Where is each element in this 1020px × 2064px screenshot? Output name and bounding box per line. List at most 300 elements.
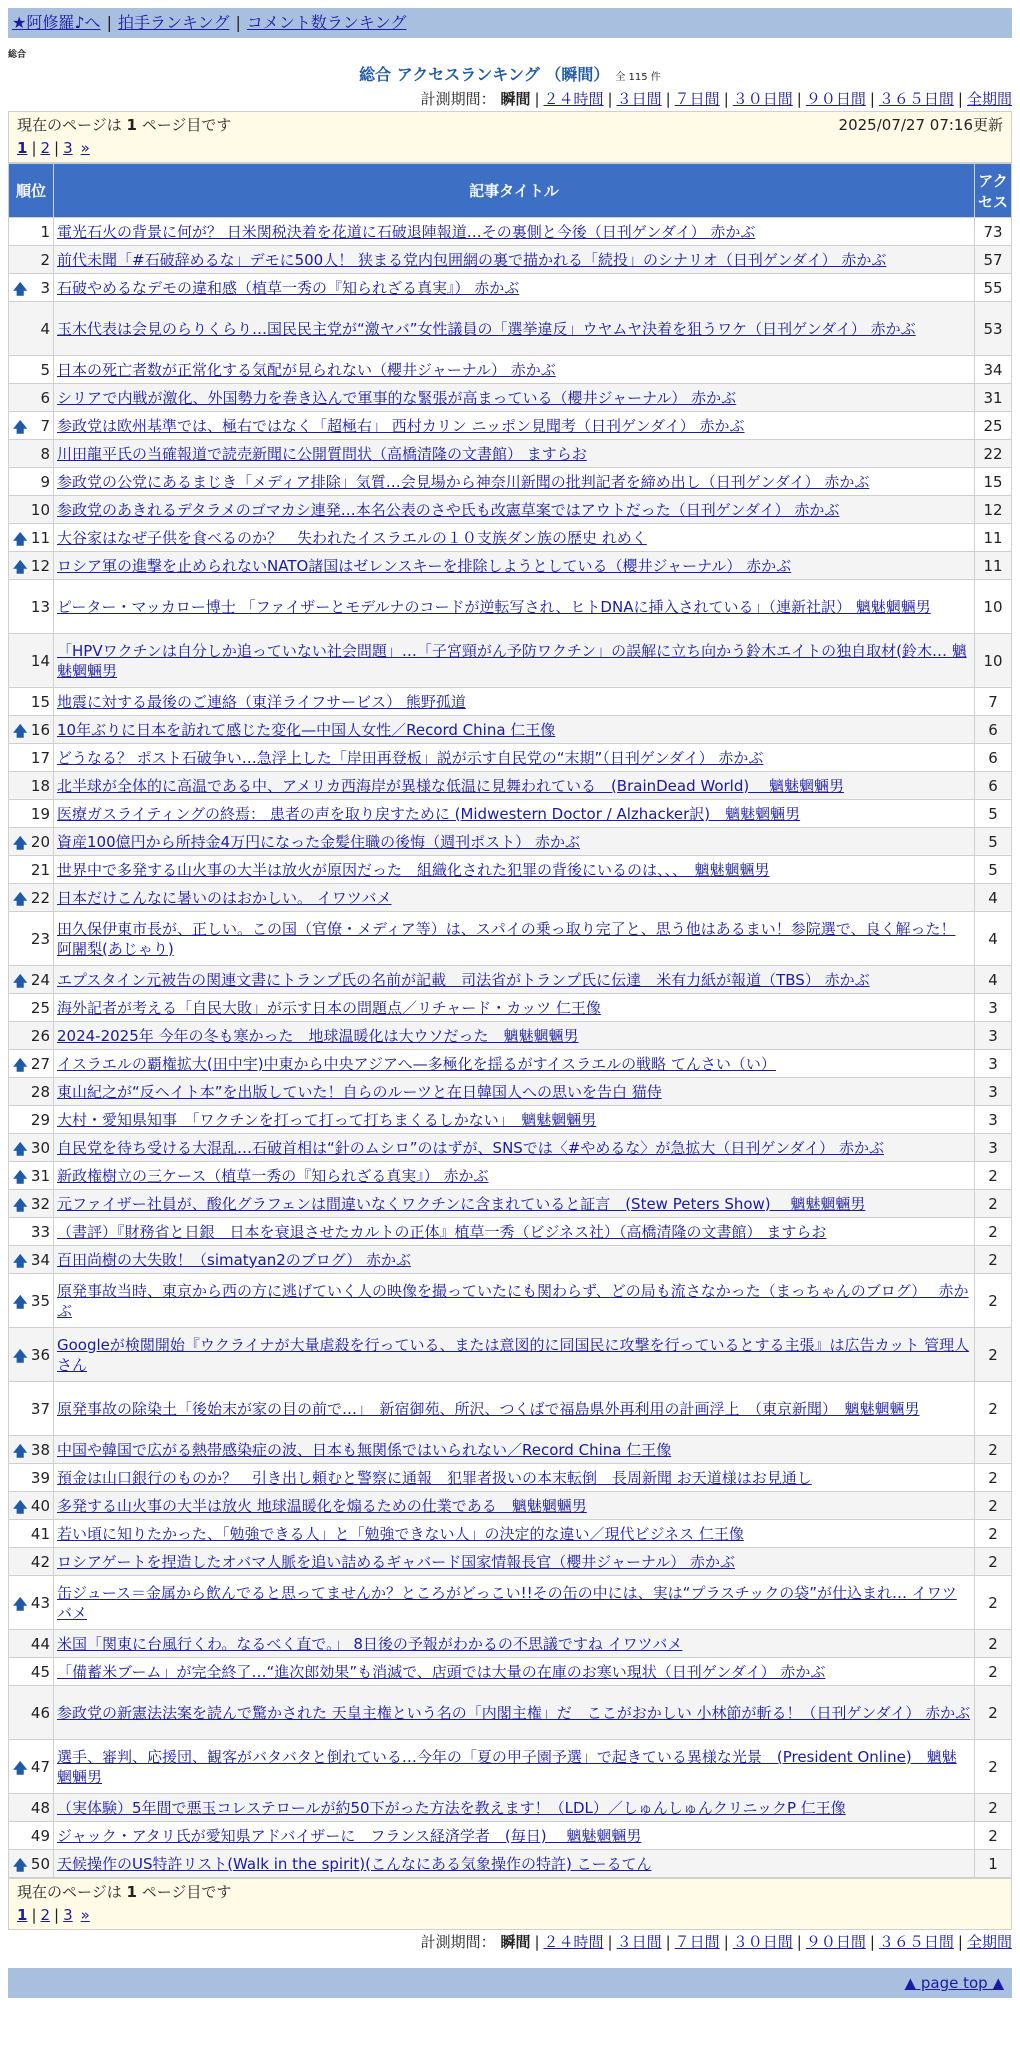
rank-cell — [9, 1576, 54, 1630]
rank-cell — [9, 744, 54, 772]
article-link[interactable]: 多発する山火事の大半は放火 地球温暖化を煽るための仕業である 魑魅魍魎男 — [57, 1496, 587, 1515]
title-cell — [54, 1190, 975, 1218]
rank-number: 25 — [30, 998, 50, 1017]
article-link[interactable]: 新政権樹立の三ケース（植草一秀の『知られざる真実』） 赤かぶ — [57, 1166, 489, 1185]
rank-number: 40 — [30, 1496, 50, 1515]
rank-number: 19 — [30, 804, 50, 823]
rank-number: 3 — [40, 278, 50, 297]
page-link-2-bottom[interactable]: 2 — [40, 1906, 51, 1924]
article-link[interactable]: 大谷家はなぜ子供を食べるのか？ 失われたイスラエルの１０支族ダン族の歴史 れめく — [57, 528, 647, 547]
rank-number: 48 — [30, 1798, 50, 1817]
title-cell — [54, 1548, 975, 1576]
table-row — [9, 552, 1012, 580]
updated-time: 2025/07/27 07:16更新 — [838, 116, 1003, 134]
rank-cell — [9, 440, 54, 468]
article-link[interactable]: 「HPVワクチンは自分しか追っていない社会問題」…「子宮頸がん予防ワクチン」の誤解に立ち向かう鈴木エイトの独自取材(鈴木… 魑魅魍魎男 — [57, 641, 967, 680]
article-link[interactable]: 田久保伊東市長が、正しい。この国（官僚・メディア等）は、スパイの乗っ取り完了と、思う他はあるまい！参院選で、良く解った！ 阿闍梨(あじゃり) — [57, 919, 956, 958]
title-cell — [54, 1246, 975, 1274]
title-cell — [54, 440, 975, 468]
title-cell — [54, 1850, 975, 1878]
rank-number: 10 — [30, 500, 50, 519]
title-cell — [54, 1464, 975, 1492]
access-count: 2 — [975, 1576, 1012, 1630]
access-count: 6 — [975, 716, 1012, 744]
header-access: アクセス — [975, 164, 1012, 218]
access-count: 3 — [975, 1050, 1012, 1078]
access-count: 4 — [975, 884, 1012, 912]
rank-up-arrow-icon: 🡅 — [13, 1141, 28, 1158]
rank-number: 38 — [30, 1440, 50, 1459]
access-count: 2 — [975, 1686, 1012, 1740]
rank-number: 15 — [30, 692, 50, 711]
pager-top: 現在のページは 1 ページ目です 2025/07/27 07:16更新 1 | 2 | 3 » — [8, 111, 1012, 163]
page-link-1[interactable]: 1 — [17, 139, 28, 157]
article-link[interactable]: イスラエルの覇権拡大(田中宇)中東から中央アジアへ—多極化を揺るがすイスラエルの戦略 てんさい（い） — [57, 1054, 776, 1073]
period-current: 瞬間 — [500, 90, 531, 108]
page-next-link[interactable]: » — [80, 139, 90, 157]
access-count: 34 — [975, 356, 1012, 384]
rank-number: 21 — [30, 860, 50, 879]
period-selector-bottom: 計測期間： 瞬間 | ２４時間 | ３日間 | ７日間 | ３０日間 | ９０日間 | ３６５日間 | 全期間 — [420, 1933, 1012, 1951]
nav-link-ashura[interactable]: ★阿修羅♪へ — [12, 13, 101, 32]
period-3d-bottom[interactable]: ３日間 — [616, 1933, 662, 1951]
rank-number: 45 — [30, 1662, 50, 1681]
article-link[interactable]: ジャック・アタリ氏が愛知県アドバイザーに フランス経済学者 (毎日) 魑魅魍魎男 — [57, 1826, 642, 1845]
period-7d-bottom[interactable]: ７日間 — [674, 1933, 720, 1951]
table-row — [9, 524, 1012, 552]
article-link[interactable]: 前代未聞「#石破辞めるな」デモに500人！ 狭まる党内包囲網の裏で描かれる「続投」のシナリオ（日刊ゲンダイ） 赤かぶ — [57, 250, 887, 269]
access-count: 11 — [975, 552, 1012, 580]
article-link[interactable]: ロシア軍の進撃を止められないNATO諸国はゼレンスキーを排除しようとしている（櫻井ジャーナル） 赤かぶ — [57, 556, 792, 575]
rank-cell — [9, 800, 54, 828]
title-cell — [54, 884, 975, 912]
table-row — [9, 440, 1012, 468]
rank-up-arrow-icon: 🡅 — [13, 1253, 28, 1270]
rank-number: 1 — [40, 222, 50, 241]
access-count: 3 — [975, 1134, 1012, 1162]
rank-up-arrow-icon: 🡅 — [13, 559, 28, 576]
table-row — [9, 634, 1012, 688]
rank-number: 14 — [30, 651, 50, 670]
page-info-bottom: 現在のページは 1 ページ目です — [17, 1883, 232, 1901]
access-count: 3 — [975, 994, 1012, 1022]
access-count: 2 — [975, 1246, 1012, 1274]
article-link[interactable]: 参政党は欧州基準では、極右ではなく「超極右」 西村カリン ニッポン見聞考（日刊ゲンダイ） 赤かぶ — [57, 416, 745, 435]
title-cell — [54, 1328, 975, 1382]
access-count: 2 — [975, 1548, 1012, 1576]
access-count: 12 — [975, 496, 1012, 524]
rank-number: 31 — [30, 1166, 50, 1185]
page-link-1-bottom[interactable]: 1 — [17, 1906, 28, 1924]
period-selector-top: 計測期間： 瞬間 | ２４時間 | ３日間 | ７日間 | ３０日間 | ９０日間 | ３６５日間 | 全期間 — [420, 90, 1012, 108]
rank-number: 35 — [30, 1291, 50, 1310]
rank-number: 42 — [30, 1552, 50, 1571]
access-count: 31 — [975, 384, 1012, 412]
period-24h-bottom[interactable]: ２４時間 — [543, 1933, 604, 1951]
rank-up-arrow-icon: 🡅 — [13, 1197, 28, 1214]
rank-up-arrow-icon: 🡅 — [13, 723, 28, 740]
article-link[interactable]: 選手、審判、応援団、観客がバタバタと倒れている…今年の「夏の甲子園予選」で起きている異様な光景 (President Online) 魑魅魍魎男 — [57, 1747, 957, 1786]
article-link[interactable]: 2024-2025年 今年の冬も寒かった 地球温暖化は大ウソだった 魑魅魍魎男 — [57, 1026, 579, 1045]
page-info: 現在のページは 1 ページ目です — [17, 116, 232, 134]
article-link[interactable]: 北半球が全体的に高温である中、アメリカ西海岸が異様な低温に見舞われている (BrainDead World) 魑魅魍魎男 — [57, 776, 844, 795]
article-link[interactable]: 元ファイザー社員が、酸化グラフェンは間違いなくワクチンに含まれていると証言 (Stew Peters Show) 魑魅魍魎男 — [57, 1194, 866, 1213]
rank-number: 32 — [30, 1194, 50, 1213]
table-row — [9, 1190, 1012, 1218]
table-row — [9, 1218, 1012, 1246]
article-link[interactable]: 参政党のあきれるデタラメのゴマカシ連発…本名公表のさや氏も改憲草案ではアウトだった（日刊ゲンダイ） 赤かぶ — [57, 500, 840, 519]
access-count: 11 — [975, 524, 1012, 552]
table-row — [9, 1630, 1012, 1658]
pager-bottom: 現在のページは 1 ページ目です 1 | 2 | 3 » — [8, 1878, 1012, 1930]
rank-cell — [9, 1850, 54, 1878]
title-cell — [54, 1740, 975, 1794]
title-cell — [54, 468, 975, 496]
period-365d[interactable]: ３６５日間 — [878, 90, 954, 108]
rank-number: 2 — [40, 250, 50, 269]
rank-up-arrow-icon: 🡅 — [13, 1499, 28, 1516]
rank-number: 33 — [30, 1222, 50, 1241]
period-label: 計測期間： — [420, 90, 496, 108]
rank-cell — [9, 1134, 54, 1162]
article-link[interactable]: 医療ガスライティングの終焉： 患者の声を取り戻すために (Midwestern Doctor / Alzhacker訳) 魑魅魍魎男 — [57, 804, 801, 823]
article-link[interactable]: （実体験）5年間で悪玉コレステロールが約50下がった方法を教えます！（LDL）／しゅんしゅんクリニックP 仁王像 — [57, 1798, 846, 1817]
table-row — [9, 1382, 1012, 1436]
title-cell — [54, 1794, 975, 1822]
article-link[interactable]: 世界中で多発する山火事の大半は放火が原因だった 組織化された犯罪の背後にいるのは、、、 魑魅魍魎男 — [57, 860, 770, 879]
rank-number: 22 — [30, 888, 50, 907]
article-link[interactable]: 大村・愛知県知事 「ワクチンを打って打って打ちまくるしかない」 魑魅魍魎男 — [57, 1110, 597, 1129]
rank-cell — [9, 1190, 54, 1218]
title-cell — [54, 218, 975, 246]
table-row — [9, 884, 1012, 912]
rank-cell — [9, 356, 54, 384]
article-link[interactable]: 東山紀之が“反ヘイト本”を出版していた！自らのルーツと在日韓国人への思いを告白 猫侍 — [57, 1082, 662, 1101]
access-count: 5 — [975, 800, 1012, 828]
rank-number: 41 — [30, 1524, 50, 1543]
rank-cell — [9, 634, 54, 688]
table-row — [9, 716, 1012, 744]
title-cell — [54, 246, 975, 274]
rank-number: 49 — [30, 1826, 50, 1845]
rank-cell — [9, 1686, 54, 1740]
article-link[interactable]: 缶ジュース＝金属から飲んでると思ってませんか？ところがどっこい!!その缶の中には、実は“プラスチックの袋”が仕込まれ… イワツバメ — [57, 1583, 957, 1622]
article-link[interactable]: 原発事故当時、東京から西の方に逃げていく人の映像を撮っていたにも関わらず、どの局も流さなかった（まっちゃんのブログ） 赤かぶ — [57, 1281, 969, 1320]
rank-cell — [9, 1794, 54, 1822]
rank-cell — [9, 688, 54, 716]
access-count: 2 — [975, 1464, 1012, 1492]
period-all[interactable]: 全期間 — [966, 90, 1012, 108]
period-all-bottom[interactable]: 全期間 — [966, 1933, 1012, 1951]
article-link[interactable]: 参政党の公党にあるまじき「メディア排除」気質…会見場から神奈川新聞の批判記者を締め出し（日刊ゲンダイ） 赤かぶ — [57, 472, 870, 491]
article-link[interactable]: 10年ぶりに日本を訪れて感じた変化—中国人女性／Record China 仁王像 — [57, 720, 556, 739]
title-cell — [54, 524, 975, 552]
page-link-3[interactable]: 3 — [63, 139, 73, 157]
article-link[interactable]: ロシアゲートを捏造したオバマ人脈を追い詰めるギャバード国家情報長官（櫻井ジャーナル） 赤かぶ — [57, 1552, 735, 1571]
article-link[interactable]: 天候操作のUS特許リスト(Walk in the spirit)(こんなにある気象操作の特許) こーるてん — [57, 1854, 652, 1873]
title-cell — [54, 412, 975, 440]
table-row — [9, 412, 1012, 440]
nav-link-clap-ranking[interactable]: 拍手ランキング — [117, 13, 230, 32]
access-count: 5 — [975, 828, 1012, 856]
rank-number: 5 — [40, 360, 50, 379]
page-top-link[interactable]: ▲ page top ▲ — [904, 1974, 1004, 1992]
rank-cell — [9, 1050, 54, 1078]
rank-cell — [9, 1520, 54, 1548]
title-cell — [54, 1134, 975, 1162]
access-count: 2 — [975, 1162, 1012, 1190]
title-cell — [54, 1822, 975, 1850]
article-link[interactable]: 日本だけこんなに暑いのはおかしい。 イワツバメ — [57, 888, 392, 907]
rank-cell — [9, 1218, 54, 1246]
rank-up-arrow-icon: 🡅 — [13, 531, 28, 548]
rank-up-arrow-icon: 🡅 — [13, 891, 28, 908]
access-count: 2 — [975, 1436, 1012, 1464]
access-count: 57 — [975, 246, 1012, 274]
title-cell — [54, 856, 975, 884]
access-count: 10 — [975, 580, 1012, 634]
title-cell — [54, 1050, 975, 1078]
title-cell — [54, 1436, 975, 1464]
total-count: 全 115 件 — [615, 72, 661, 83]
article-link[interactable]: 玉木代表は会見のらりくらり…国民民主党が“激ヤバ”女性議員の「選挙違反」ウヤムヤ決着を狙うワケ（日刊ゲンダイ） 赤かぶ — [57, 319, 916, 338]
table-row — [9, 496, 1012, 524]
rank-number: 34 — [30, 1250, 50, 1269]
page-link-3-bottom[interactable]: 3 — [63, 1906, 73, 1924]
table-row — [9, 1134, 1012, 1162]
ranking-title: 総合 アクセスランキング （瞬間） — [359, 65, 610, 84]
period-24h[interactable]: ２４時間 — [543, 90, 604, 108]
access-count: 2 — [975, 1382, 1012, 1436]
title-cell — [54, 580, 975, 634]
table-row — [9, 218, 1012, 246]
title-cell — [54, 1106, 975, 1134]
table-row — [9, 274, 1012, 302]
title-cell — [54, 1520, 975, 1548]
article-link[interactable]: 日本の死亡者数が正常化する気配が見られない（櫻井ジャーナル） 赤かぶ — [57, 360, 556, 379]
rank-number: 47 — [30, 1757, 50, 1776]
rank-cell — [9, 1436, 54, 1464]
article-link[interactable]: 参政党の新憲法法案を読んで驚かされた 天皇主権という名の「内閣主権」だ ここがおかしい 小林節が斬る！（日刊ゲンダイ） 赤かぶ — [57, 1703, 971, 1722]
article-link[interactable]: 原発事故の除染土「後始末が家の目の前で…」 新宿御苑、所沢、つくばで福島県外再利用の計画浮上 （東京新聞） 魑魅魍魎男 — [57, 1399, 920, 1418]
rank-cell — [9, 1548, 54, 1576]
title-cell — [54, 1022, 975, 1050]
access-count: 53 — [975, 302, 1012, 356]
title-cell — [54, 384, 975, 412]
page-title — [8, 63, 1012, 87]
article-link[interactable]: 資産100億円から所持金4万円になった金髪住職の後悔（週刊ポスト） 赤かぶ — [57, 832, 580, 851]
rank-number: 24 — [30, 970, 50, 989]
rank-number: 50 — [30, 1854, 50, 1873]
rank-cell — [9, 912, 54, 966]
nav-separator: | — [235, 13, 241, 32]
title-cell — [54, 744, 975, 772]
table-row — [9, 994, 1012, 1022]
table-row — [9, 1822, 1012, 1850]
rank-cell — [9, 246, 54, 274]
title-cell — [54, 716, 975, 744]
rank-number: 26 — [30, 1026, 50, 1045]
access-count: 73 — [975, 218, 1012, 246]
article-link[interactable]: 石破やめるなデモの違和感（植草一秀の『知られざる真実』） 赤かぶ — [57, 278, 520, 297]
title-cell — [54, 1078, 975, 1106]
article-link[interactable]: シリアで内戦が激化、外国勢力を巻き込んで軍事的な緊張が高まっている（櫻井ジャーナル） 赤かぶ — [57, 388, 737, 407]
table-row — [9, 1162, 1012, 1190]
rank-up-arrow-icon: 🡅 — [13, 1169, 28, 1186]
rank-cell — [9, 384, 54, 412]
rank-cell — [9, 1492, 54, 1520]
article-link[interactable]: 電光石火の背景に何が？ 日米関税決着を花道に石破退陣報道…その裏側と今後（日刊ゲンダイ） 赤かぶ — [57, 222, 756, 241]
rank-cell — [9, 580, 54, 634]
article-link[interactable]: 預金は山口銀行のものか？ 引き出し頼むと警察に通報 犯罪者扱いの本末転倒 長周新聞 お天道様はお見通し — [57, 1468, 812, 1487]
rank-cell — [9, 1328, 54, 1382]
table-row — [9, 384, 1012, 412]
rank-number: 28 — [30, 1082, 50, 1101]
rank-cell — [9, 884, 54, 912]
rank-number: 37 — [30, 1399, 50, 1418]
access-count: 2 — [975, 1328, 1012, 1382]
title-cell — [54, 1686, 975, 1740]
rank-cell — [9, 552, 54, 580]
rank-number: 4 — [40, 319, 50, 338]
table-row — [9, 856, 1012, 884]
period-365d-bottom[interactable]: ３６５日間 — [878, 1933, 954, 1951]
nav-link-comment-ranking[interactable]: コメント数ランキング — [246, 13, 407, 32]
title-cell — [54, 356, 975, 384]
rank-up-arrow-icon: 🡅 — [13, 1596, 28, 1613]
rank-number: 11 — [30, 528, 50, 547]
rank-up-arrow-icon: 🡅 — [13, 1857, 28, 1874]
rank-cell — [9, 1022, 54, 1050]
rank-up-arrow-icon: 🡅 — [13, 419, 28, 436]
period-3d[interactable]: ３日間 — [616, 90, 662, 108]
article-link[interactable]: 中国や韓国で広がる熱帯感染症の波、日本も無関係ではいられない／Record China 仁王像 — [57, 1440, 672, 1459]
access-count: 2 — [975, 1740, 1012, 1794]
article-link[interactable]: 百田尚樹の大失敗！（simatyan2のブログ） 赤かぶ — [57, 1250, 412, 1269]
title-cell — [54, 966, 975, 994]
rank-number: 27 — [30, 1054, 50, 1073]
rank-number: 12 — [30, 556, 50, 575]
table-row — [9, 302, 1012, 356]
article-link[interactable]: 川田龍平氏の当確報道で読売新聞に公開質問状（高橋清隆の文書館） ますらお — [57, 444, 587, 463]
rank-cell — [9, 1078, 54, 1106]
table-row — [9, 1274, 1012, 1328]
period-30d-bottom[interactable]: ３０日間 — [732, 1933, 793, 1951]
period-30d[interactable]: ３０日間 — [732, 90, 793, 108]
rank-cell — [9, 218, 54, 246]
title-cell — [54, 912, 975, 966]
rank-cell — [9, 468, 54, 496]
table-row — [9, 1548, 1012, 1576]
table-row — [9, 1106, 1012, 1134]
article-link[interactable]: 地震に対する最後のご連絡（東洋ライフサービス） 熊野孤道 — [57, 692, 466, 711]
access-count: 2 — [975, 1630, 1012, 1658]
article-link[interactable]: 自民党を待ち受ける大混乱…石破首相は“針のムシロ”のはずが、SNSでは〈#やめるな〉が急拡大（日刊ゲンダイ） 赤かぶ — [57, 1138, 884, 1157]
rank-number: 43 — [30, 1593, 50, 1612]
table-row — [9, 1246, 1012, 1274]
footer-bar — [8, 1968, 1012, 1998]
table-row — [9, 1740, 1012, 1794]
rank-number: 6 — [40, 388, 50, 407]
rank-cell — [9, 1630, 54, 1658]
title-cell — [54, 1576, 975, 1630]
title-cell — [54, 1382, 975, 1436]
table-row — [9, 580, 1012, 634]
header-title: 記事タイトル — [54, 164, 975, 218]
period-90d-bottom[interactable]: ９０日間 — [805, 1933, 866, 1951]
title-cell — [54, 772, 975, 800]
rank-number: 29 — [30, 1110, 50, 1129]
article-link[interactable]: 海外記者が考える「自民大敗」が示す日本の問題点／リチャード・カッツ 仁王像 — [57, 998, 601, 1017]
article-link[interactable]: 「備蓄米ブーム」が完全終了…“進次郎効果”も消滅で、店頭では大量の在庫のお寒い現状（日刊ゲンダイ） 赤かぶ — [57, 1662, 826, 1681]
article-link[interactable]: Googleが検閲開始『ウクライナが大量虐殺を行っている、または意図的に同国民に攻撃を行っているとする主張』は広告カット 管理人さん — [57, 1335, 970, 1374]
rank-up-arrow-icon: 🡅 — [13, 973, 28, 990]
access-count: 4 — [975, 966, 1012, 994]
access-count: 15 — [975, 468, 1012, 496]
access-count: 2 — [975, 1274, 1012, 1328]
access-count: 2 — [975, 1658, 1012, 1686]
table-row — [9, 468, 1012, 496]
table-row — [9, 772, 1012, 800]
table-row — [9, 246, 1012, 274]
access-count: 5 — [975, 856, 1012, 884]
access-count: 10 — [975, 634, 1012, 688]
table-row — [9, 744, 1012, 772]
rank-cell — [9, 1382, 54, 1436]
header-rank: 順位 — [9, 164, 54, 218]
title-cell — [54, 1162, 975, 1190]
top-nav — [8, 8, 1012, 38]
rank-number: 13 — [30, 597, 50, 616]
table-row — [9, 356, 1012, 384]
access-count: 4 — [975, 912, 1012, 966]
article-link[interactable]: エプスタイン元被告の関連文書にトランプ氏の名前が記載 司法省がトランプ氏に伝達 米有力紙が報道（TBS） 赤かぶ — [57, 970, 870, 989]
article-link[interactable]: （書評）『財務省と日銀 日本を衰退させたカルトの正体』植草一秀（ビジネス社）（高橋清隆の文書館） ますらお — [57, 1222, 827, 1241]
article-link[interactable]: ピーター・マッカロー博士 「ファイザーとモデルナのコードが逆転写され、ヒトDNAに挿入されている」（連新社訳） 魑魅魍魎男 — [57, 597, 931, 616]
page-next-link-bottom[interactable]: » — [80, 1906, 90, 1924]
rank-number: 7 — [40, 416, 50, 435]
access-count: 2 — [975, 1190, 1012, 1218]
rank-cell — [9, 1822, 54, 1850]
access-count: 3 — [975, 1078, 1012, 1106]
article-link[interactable]: 米国「関東に台風行くわ。なるべく直で。」 8日後の予報がわかるの不思議ですね イワツバメ — [57, 1634, 683, 1653]
article-link[interactable]: 若い頃に知りたかった、「勉強できる人」と「勉強できない人」の決定的な違い／現代ビジネス 仁王像 — [57, 1524, 744, 1543]
rank-number: 39 — [30, 1468, 50, 1487]
access-count: 25 — [975, 412, 1012, 440]
title-cell — [54, 800, 975, 828]
rank-up-arrow-icon: 🡅 — [13, 281, 28, 298]
table-row — [9, 1686, 1012, 1740]
article-link[interactable]: どうなる？ ポスト石破争い…急浮上した「岸田再登板」説が示す自民党の“末期”（日刊ゲンダイ） 赤かぶ — [57, 748, 764, 767]
access-count: 2 — [975, 1492, 1012, 1520]
rank-cell — [9, 856, 54, 884]
table-row — [9, 966, 1012, 994]
table-row — [9, 1850, 1012, 1878]
period-7d[interactable]: ７日間 — [674, 90, 720, 108]
title-cell — [54, 1492, 975, 1520]
title-cell — [54, 1630, 975, 1658]
rank-up-arrow-icon: 🡅 — [13, 835, 28, 852]
rank-number: 16 — [30, 720, 50, 739]
period-90d[interactable]: ９０日間 — [805, 90, 866, 108]
rank-number: 18 — [30, 776, 50, 795]
rank-number: 23 — [30, 929, 50, 948]
rank-up-arrow-icon: 🡅 — [13, 1760, 28, 1777]
page-link-2[interactable]: 2 — [40, 139, 51, 157]
rank-up-arrow-icon: 🡅 — [13, 1294, 28, 1311]
access-count: 6 — [975, 772, 1012, 800]
table-row — [9, 1520, 1012, 1548]
